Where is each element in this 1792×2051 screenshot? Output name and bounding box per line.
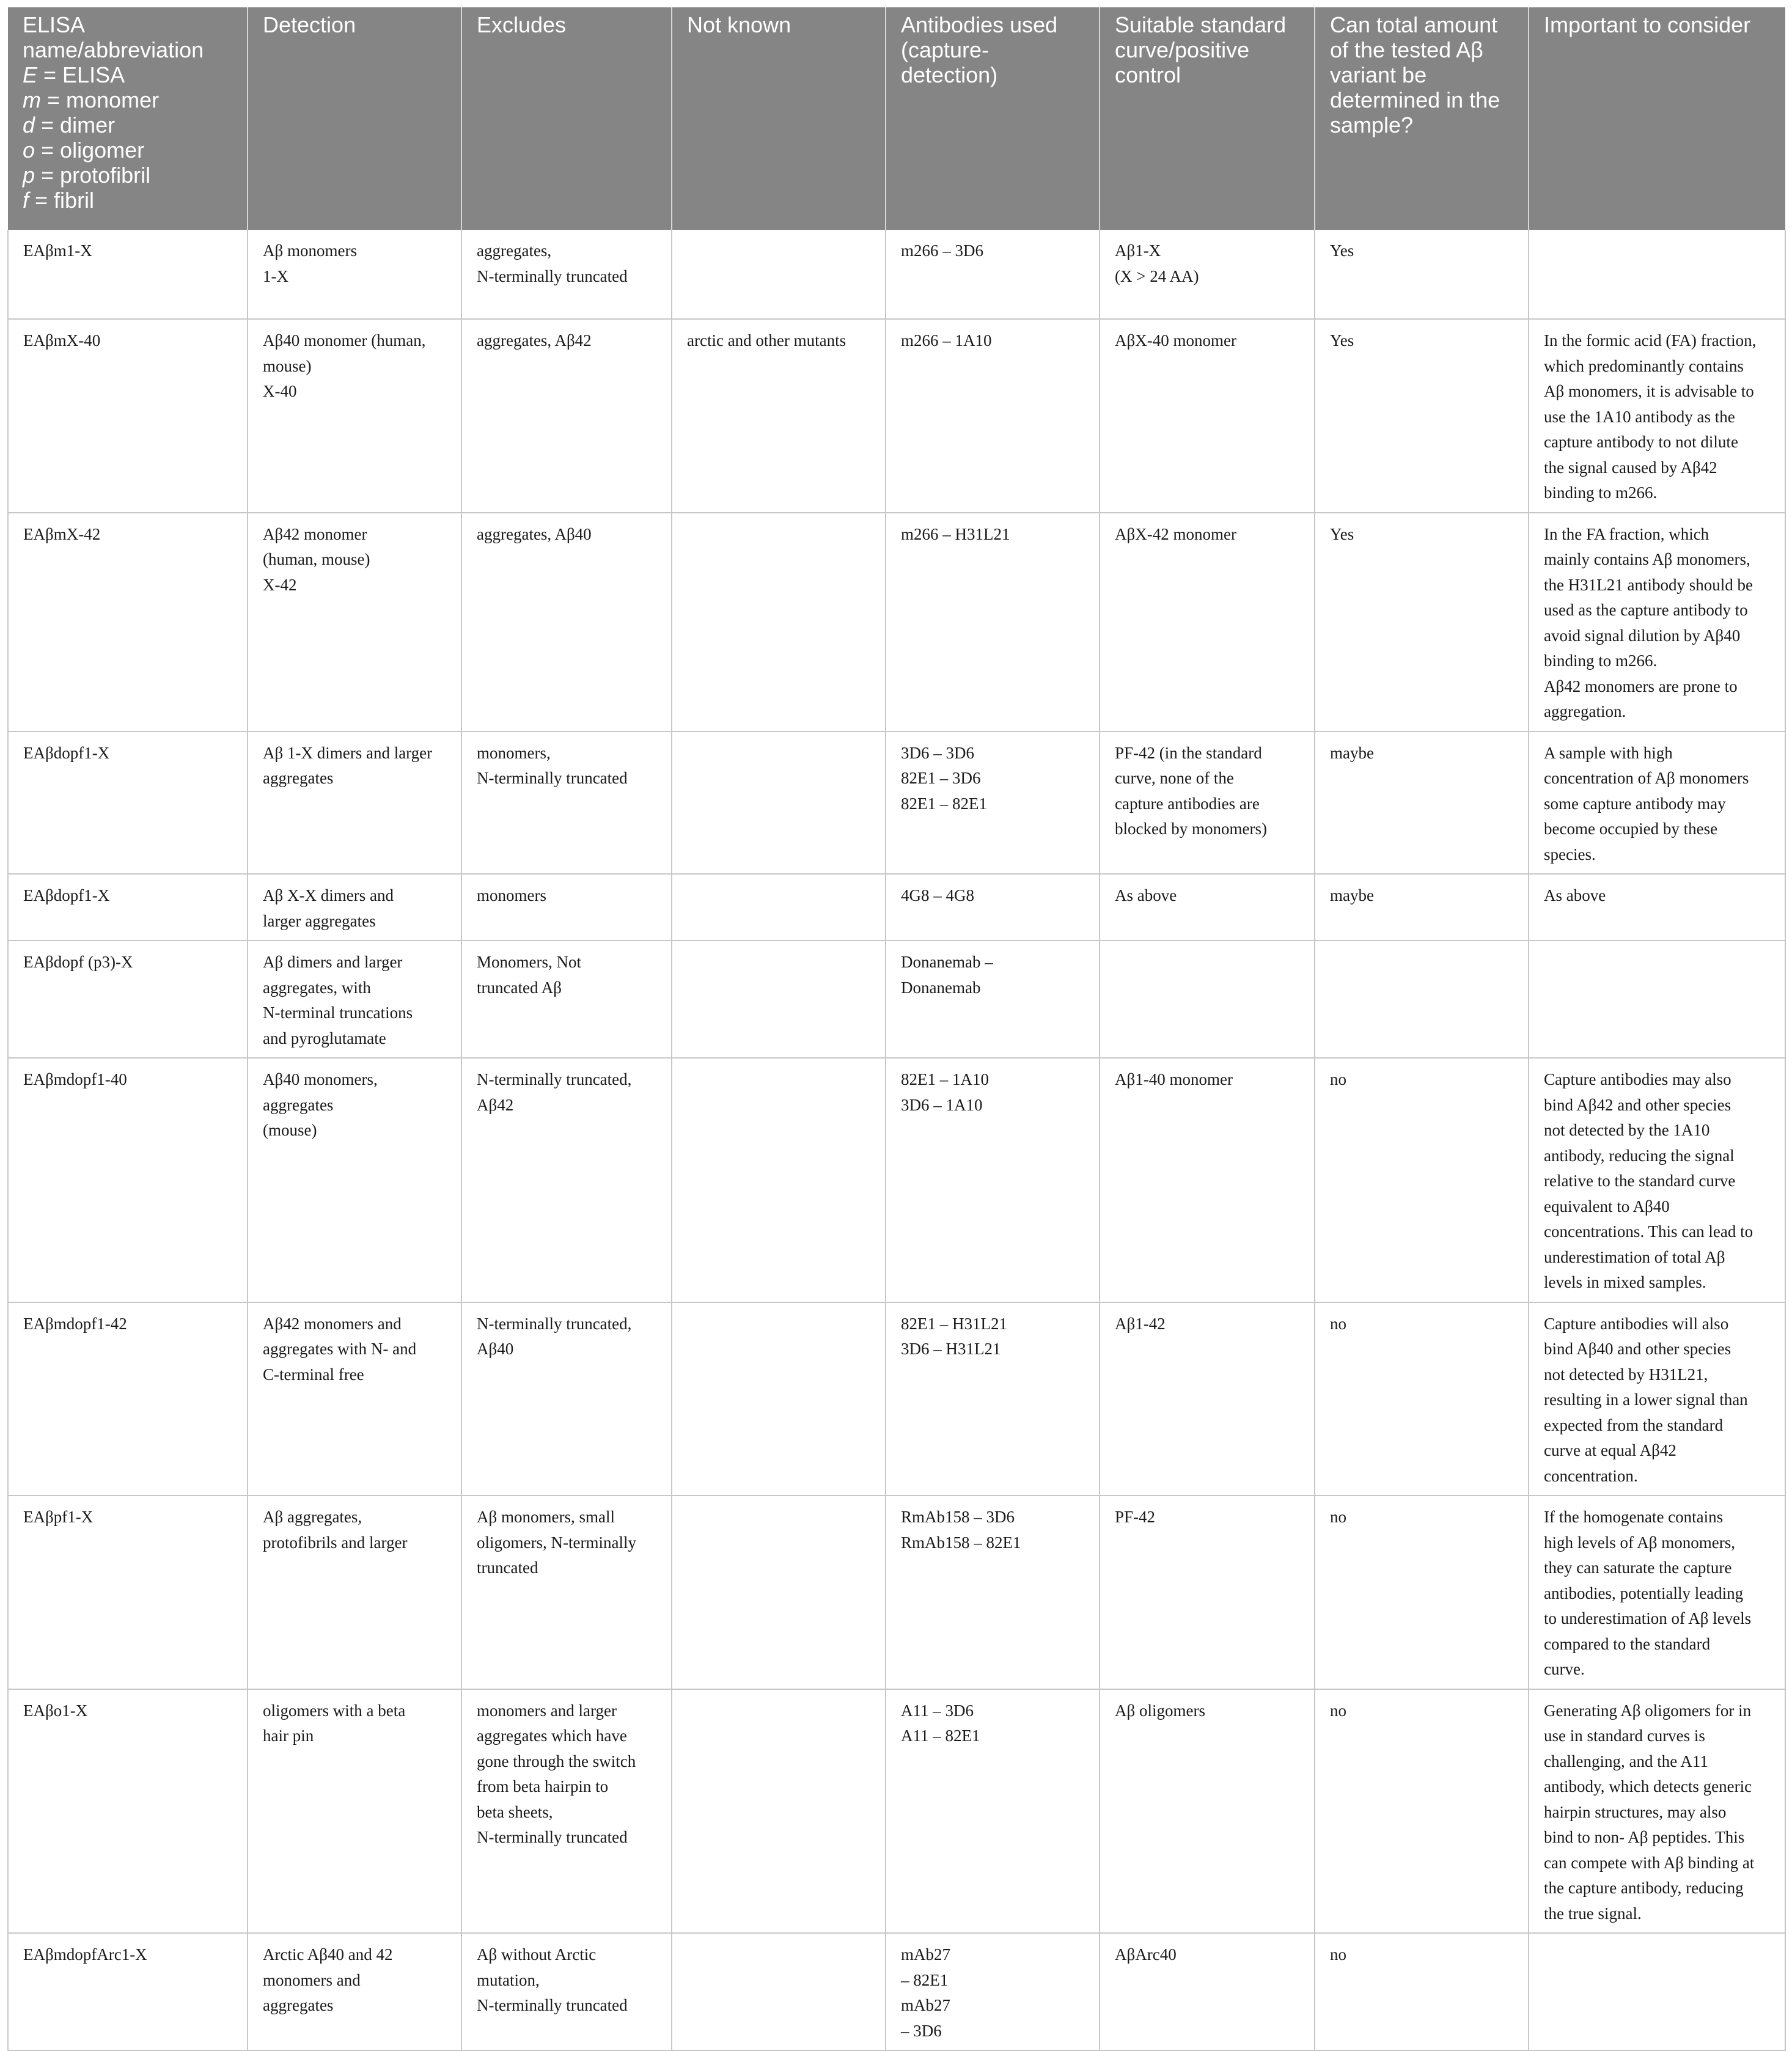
cell-text: AβX-40 monomer (1115, 331, 1236, 350)
cell-text: Aβ X-X dimers and larger aggregates (263, 886, 394, 930)
cell-not-known (672, 874, 886, 941)
cell-antibodies (886, 1933, 1100, 2050)
cell-text: no (1330, 1508, 1346, 1526)
cell-text: no (1330, 1701, 1346, 1720)
cell-important (1529, 1495, 1785, 1689)
cell-text: RmAb158 – 3D6 RmAb158 – 82E1 (901, 1508, 1021, 1552)
table-row (8, 513, 1785, 732)
cell-antibodies (886, 1302, 1100, 1496)
cell-text: Aβ1-X (X > 24 AA) (1115, 241, 1199, 285)
cell-important (1529, 230, 1785, 319)
header-label: ELISA name/abbreviation (23, 12, 204, 62)
cell-text: m266 – H31L21 (901, 524, 1010, 543)
cell-text: A11 – 3D6 A11 – 82E1 (901, 1701, 980, 1745)
cell-text: m266 – 1A10 (901, 331, 992, 350)
cell-text: 3D6 – 3D6 82E1 – 3D6 82E1 – 82E1 (901, 743, 987, 813)
cell-detection (248, 874, 461, 941)
cell-text: aggregates, Aβ42 (477, 331, 592, 350)
cell-standard (1100, 732, 1315, 875)
cell-text: Aβ dimers and larger aggregates, with N-terminal truncations and pyroglutamate (263, 953, 413, 1048)
legend-item: d = dimer (23, 112, 116, 138)
cell-text: In the formic acid (FA) fraction, which predominantly contains Aβ monomers, it is advisable to use the 1A10 antibody as the capture antibody to not dilute the signal caused by Aβ42 binding to m266. (1544, 331, 1757, 502)
header-row (8, 7, 1785, 230)
cell-antibodies (886, 732, 1100, 875)
cell-standard (1100, 1495, 1315, 1689)
cell-total (1315, 874, 1529, 941)
cell-text: no (1330, 1314, 1346, 1333)
cell-important (1529, 1689, 1785, 1934)
cell-antibodies (886, 874, 1100, 941)
cell-text: EAβdopf1-X (23, 886, 110, 904)
cell-standard (1100, 1302, 1315, 1496)
header-total: Can total amount of the tested Aβ variant be determined in the sample? (1315, 7, 1529, 230)
cell-text: A sample with high concentration of Aβ monomers some capture antibody may become occupied by these species. (1544, 743, 1749, 864)
cell-text: no (1330, 1945, 1346, 1964)
cell-total (1315, 1933, 1529, 2050)
table-row (8, 319, 1785, 513)
cell-text: Aβ monomers 1-X (263, 241, 357, 285)
cell-name (8, 1302, 248, 1496)
table-row (8, 1933, 1785, 2050)
cell-text: 82E1 – H31L21 3D6 – H31L21 (901, 1314, 1007, 1358)
cell-text: Aβ without Arctic mutation, N-terminally truncated (477, 1945, 628, 2014)
cell-text: Aβ monomers, small oligomers, N-terminally truncated (477, 1508, 636, 1577)
cell-text: EAβmdopf1-40 (23, 1070, 127, 1088)
cell-excludes (461, 513, 672, 732)
cell-text: mAb27 – 82E1 mAb27 – 3D6 (901, 1945, 950, 2040)
cell-text: EAβmX-40 (23, 331, 101, 350)
cell-name (8, 732, 248, 875)
cell-text: arctic and other mutants (687, 331, 846, 350)
cell-text: Aβ 1-X dimers and larger aggregates (263, 743, 433, 787)
cell-detection (248, 1495, 461, 1689)
cell-text: oligomers with a beta hair pin (263, 1701, 406, 1745)
legend-item: E = ELISA (23, 62, 125, 87)
legend-item: m = monomer (23, 87, 160, 112)
cell-detection (248, 1302, 461, 1496)
header-not-known: Not known (672, 7, 886, 230)
cell-text: If the homogenate contains high levels of Aβ monomers, they can saturate the capture antibodies, potentially leading to underestimation of Aβ levels compared to the standard curve. (1544, 1508, 1752, 1678)
cell-text: Aβ40 monomer (human, mouse) X-40 (263, 331, 426, 400)
cell-text: monomers, N-terminally truncated (477, 743, 628, 787)
cell-antibodies (886, 1689, 1100, 1934)
cell-text: no (1330, 1070, 1346, 1088)
table-row (8, 1302, 1785, 1496)
cell-detection (248, 513, 461, 732)
cell-name (8, 1689, 248, 1934)
cell-total (1315, 732, 1529, 875)
cell-detection (248, 319, 461, 513)
cell-name (8, 1058, 248, 1302)
table-row (8, 941, 1785, 1058)
cell-not-known (672, 732, 886, 875)
cell-text: Aβ42 monomer (human, mouse) X-42 (263, 524, 370, 594)
cell-standard (1100, 1933, 1315, 2050)
cell-name (8, 874, 248, 941)
cell-total (1315, 230, 1529, 319)
cell-important (1529, 319, 1785, 513)
cell-text: AβArc40 (1115, 1945, 1177, 1964)
cell-not-known (672, 1058, 886, 1302)
cell-total (1315, 1689, 1529, 1934)
table-row (8, 1689, 1785, 1934)
cell-text: EAβdopf (p3)-X (23, 953, 133, 971)
header-standard: Suitable standard curve/positive control (1100, 7, 1315, 230)
cell-standard (1100, 319, 1315, 513)
cell-text: N-terminally truncated, Aβ40 (477, 1314, 632, 1358)
cell-name (8, 513, 248, 732)
table-row (8, 1495, 1785, 1689)
cell-total (1315, 319, 1529, 513)
cell-detection (248, 941, 461, 1058)
table-row (8, 732, 1785, 875)
cell-standard (1100, 941, 1315, 1058)
cell-text: Capture antibodies may also bind Aβ42 and other species not detected by the 1A10 antibody, reducing the signal relative to the standard curve equivalent to Aβ40 concentrations. This can lead to underestimation of total Aβ levels in mixed samples. (1544, 1070, 1753, 1291)
cell-standard (1100, 513, 1315, 732)
header-detection: Detection (248, 7, 461, 230)
cell-antibodies (886, 513, 1100, 732)
table-row (8, 230, 1785, 319)
cell-text: EAβmX-42 (23, 524, 101, 543)
cell-text: Generating Aβ oligomers for in use in standard curves is challenging, and the A11 antibody, which detects generic hairpin structures, may also bind to non- Aβ peptides. This can compete with Aβ binding at the capture antibody, reducing the true signal. (1544, 1701, 1755, 1923)
cell-text: N-terminally truncated, Aβ42 (477, 1070, 632, 1114)
cell-text: In the FA fraction, which mainly contains Aβ monomers, the H31L21 antibody should be used as the capture antibody to avoid signal dilution by Aβ40 binding to m266. Aβ42 monomers are prone to aggregation. (1544, 524, 1753, 721)
cell-detection (248, 230, 461, 319)
cell-not-known (672, 513, 886, 732)
cell-detection (248, 1933, 461, 2050)
cell-text: EAβmdopf1-42 (23, 1314, 127, 1333)
cell-antibodies (886, 941, 1100, 1058)
cell-text: Capture antibodies will also bind Aβ40 and other species not detected by H31L21, resulting in a lower signal than expected from the standard curve at equal Aβ42 concentration. (1544, 1314, 1748, 1485)
cell-excludes (461, 732, 672, 875)
cell-not-known (672, 1933, 886, 2050)
cell-important (1529, 513, 1785, 732)
cell-text: Aβ40 monomers, aggregates (mouse) (263, 1070, 378, 1139)
cell-text: Aβ1-40 monomer (1115, 1070, 1233, 1088)
header-important: Important to consider (1529, 7, 1785, 230)
cell-total (1315, 941, 1529, 1058)
cell-total (1315, 513, 1529, 732)
cell-excludes (461, 1689, 672, 1934)
cell-excludes (461, 1933, 672, 2050)
cell-text: aggregates, Aβ40 (477, 524, 592, 543)
cell-text: As above (1115, 886, 1177, 904)
cell-text: PF-42 (1115, 1508, 1156, 1526)
table-body (8, 230, 1785, 2050)
cell-excludes (461, 230, 672, 319)
cell-not-known (672, 1689, 886, 1934)
cell-not-known (672, 1495, 886, 1689)
cell-detection (248, 1058, 461, 1302)
cell-name (8, 941, 248, 1058)
cell-standard (1100, 230, 1315, 319)
cell-text: Aβ1-42 (1115, 1314, 1166, 1333)
cell-not-known (672, 230, 886, 319)
cell-text: EAβmdopfArc1-X (23, 1945, 147, 1964)
cell-text: As above (1544, 886, 1606, 904)
table-row (8, 1058, 1785, 1302)
cell-important (1529, 1058, 1785, 1302)
cell-text: Aβ oligomers (1115, 1701, 1205, 1720)
cell-not-known (672, 1302, 886, 1496)
table-row (8, 874, 1785, 941)
elisa-table (7, 7, 1786, 2051)
cell-text: monomers and larger aggregates which have gone through the switch from beta hairpin to beta sheets, N-terminally truncated (477, 1701, 636, 1846)
legend-item: o = oligomer (23, 138, 145, 163)
cell-not-known (672, 941, 886, 1058)
cell-name (8, 230, 248, 319)
cell-text: EAβdopf1-X (23, 743, 110, 762)
cell-text: aggregates, N-terminally truncated (477, 241, 628, 285)
cell-text: maybe (1330, 743, 1374, 762)
cell-excludes (461, 941, 672, 1058)
cell-important (1529, 874, 1785, 941)
cell-name (8, 1495, 248, 1689)
cell-not-known (672, 319, 886, 513)
cell-text: 4G8 – 4G8 (901, 886, 974, 904)
cell-standard (1100, 1058, 1315, 1302)
cell-text: Aβ42 monomers and aggregates with N- and C-terminal free (263, 1314, 417, 1384)
cell-detection (248, 732, 461, 875)
cell-text: Monomers, Not truncated Aβ (477, 953, 581, 997)
cell-text: Yes (1330, 331, 1354, 350)
cell-antibodies (886, 1058, 1100, 1302)
cell-text: Arctic Aβ40 and 42 monomers and aggregates (263, 1945, 393, 2014)
cell-important (1529, 1302, 1785, 1496)
cell-name (8, 319, 248, 513)
cell-excludes (461, 1302, 672, 1496)
cell-antibodies (886, 1495, 1100, 1689)
cell-total (1315, 1058, 1529, 1302)
cell-important (1529, 1933, 1785, 2050)
elisa-table-container (7, 7, 1785, 2040)
header-name (8, 7, 248, 230)
legend-item: f = fibril (23, 188, 95, 213)
cell-text: Yes (1330, 524, 1354, 543)
cell-text: Yes (1330, 241, 1354, 260)
cell-text: PF-42 (in the standard curve, none of the capture antibodies are blocked by monomers) (1115, 743, 1267, 838)
cell-total (1315, 1302, 1529, 1496)
header-excludes: Excludes (461, 7, 672, 230)
cell-text: m266 – 3D6 (901, 241, 983, 260)
cell-excludes (461, 874, 672, 941)
cell-text: AβX-42 monomer (1115, 524, 1236, 543)
cell-text: EAβo1-X (23, 1701, 88, 1720)
cell-text: maybe (1330, 886, 1374, 904)
cell-excludes (461, 1058, 672, 1302)
cell-name (8, 1933, 248, 2050)
cell-text: Donanemab – Donanemab (901, 953, 993, 997)
cell-text: Aβ aggregates, protofibrils and larger (263, 1508, 408, 1552)
cell-text: monomers (477, 886, 546, 904)
cell-antibodies (886, 319, 1100, 513)
cell-standard (1100, 1689, 1315, 1934)
cell-text: 82E1 – 1A10 3D6 – 1A10 (901, 1070, 989, 1114)
legend-item: p = protofibril (23, 163, 151, 188)
header-antibodies: Antibodies used (capture-detection) (886, 7, 1100, 230)
cell-excludes (461, 319, 672, 513)
cell-total (1315, 1495, 1529, 1689)
cell-antibodies (886, 230, 1100, 319)
cell-detection (248, 1689, 461, 1934)
cell-important (1529, 941, 1785, 1058)
cell-text: EAβpf1-X (23, 1508, 94, 1526)
cell-standard (1100, 874, 1315, 941)
cell-important (1529, 732, 1785, 875)
cell-text: EAβm1-X (23, 241, 92, 260)
cell-excludes (461, 1495, 672, 1689)
